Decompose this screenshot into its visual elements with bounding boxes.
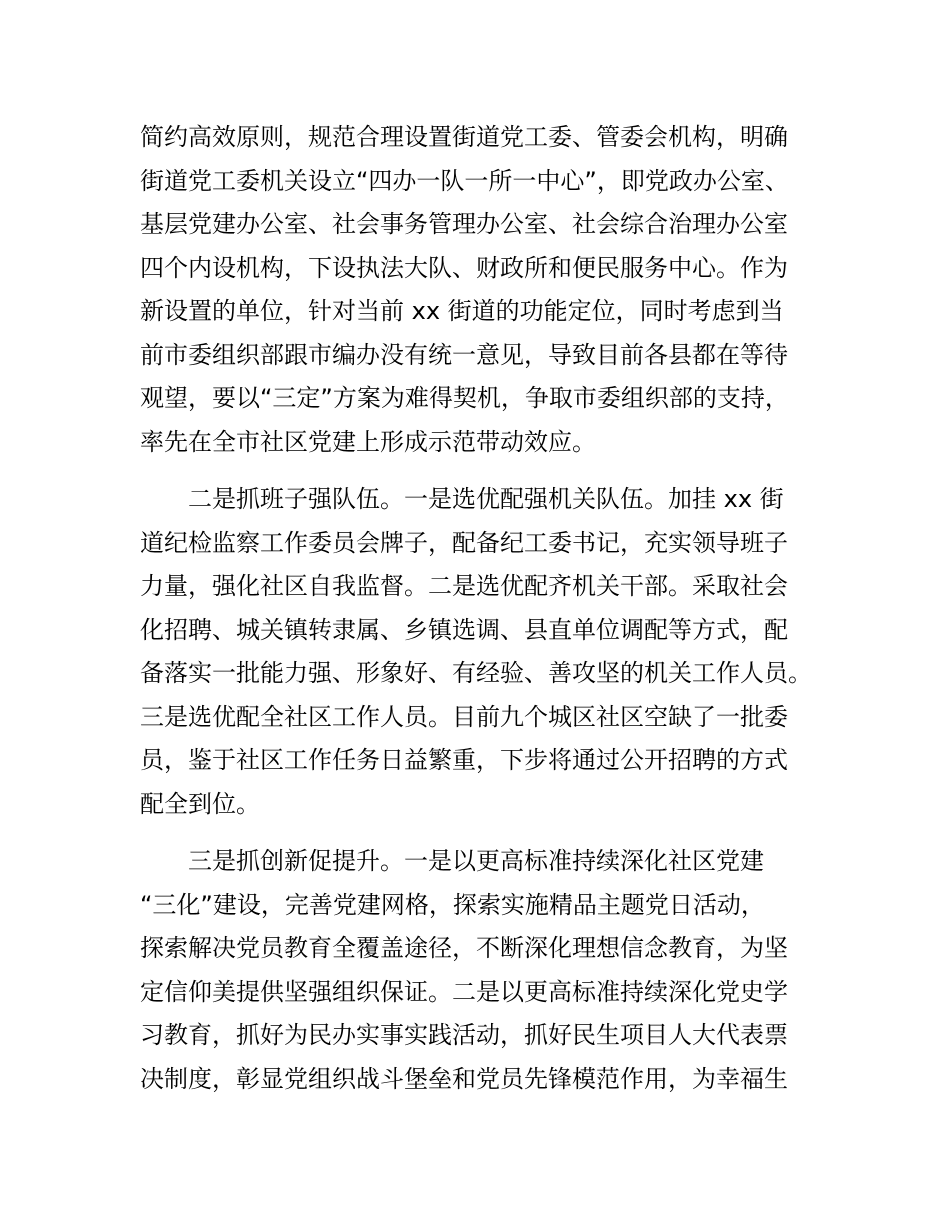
paragraph-1 xyxy=(140,116,840,464)
text-line: 基层党建办公室、社会事务管理办公室、社会综合治理办公室 xyxy=(140,210,788,238)
text-line: 三是选优配全社区工作人员。目前九个城区社区空缺了一批委 xyxy=(140,702,788,731)
text-line: 道纪检监察工作委员会牌子，配备纪工委书记，充实领导班子 xyxy=(140,528,788,557)
text-line: “三化”建设，完善党建网格，探索实施精品主题党日活动， xyxy=(140,890,765,919)
text-line: 前市委组织部跟市编办没有统一意见，导致目前各县都在等待 xyxy=(140,340,788,369)
text-line: 三是抓创新促提升。一是以更高标准持续深化社区党建 xyxy=(188,847,764,875)
paragraph-spacer xyxy=(140,826,840,840)
text-line: 力量，强化社区自我监督。二是选优配齐机关干部。采取社会 xyxy=(140,572,788,600)
text-line: 配全到位。 xyxy=(140,789,260,818)
text-line: 二是抓班子强队伍。一是选优配强机关队伍。加挂 xx 街 xyxy=(188,485,784,513)
text-line: 习教育，抓好为民办实事实践活动，抓好民生项目人大代表票 xyxy=(140,1021,788,1049)
text-line: 四个内设机构，下设执法大队、财政所和便民服务中心。作为 xyxy=(140,253,788,282)
text-line: 备落实一批能力强、形象好、有经验、善攻坚的机关工作人员。 xyxy=(140,659,812,687)
text-line: 探索解决党员教育全覆盖途径，不断深化理想信念教育，为坚 xyxy=(140,934,788,962)
text-line: 新设置的单位，针对当前 xx 街道的功能定位，同时考虑到当 xyxy=(140,297,784,325)
paragraph-3 xyxy=(140,840,840,1101)
document-body xyxy=(140,116,840,1101)
text-line: 决制度，彰显党组织战斗堡垒和党员先锋模范作用，为幸福生 xyxy=(140,1064,788,1093)
paragraph-spacer xyxy=(140,464,840,478)
text-line: 率先在全市社区党建上形成示范带动效应。 xyxy=(140,427,596,456)
text-line: 化招聘、城关镇转隶属、乡镇选调、县直单位调配等方式，配 xyxy=(140,615,788,644)
text-line: 定信仰美提供坚强组织保证。二是以更高标准持续深化党史学 xyxy=(140,977,788,1006)
text-line: 观望，要以“三定”方案为难得契机，争取市委组织部的支持， xyxy=(140,384,789,412)
paragraph-2 xyxy=(140,478,840,826)
text-line: 街道党工委机关设立“四办一队一所一中心”，即党政办公室、 xyxy=(140,166,789,195)
text-line: 简约高效原则，规范合理设置街道党工委、管委会机构，明确 xyxy=(140,123,788,151)
text-line: 员，鉴于社区工作任务日益繁重，下步将通过公开招聘的方式 xyxy=(140,746,788,774)
